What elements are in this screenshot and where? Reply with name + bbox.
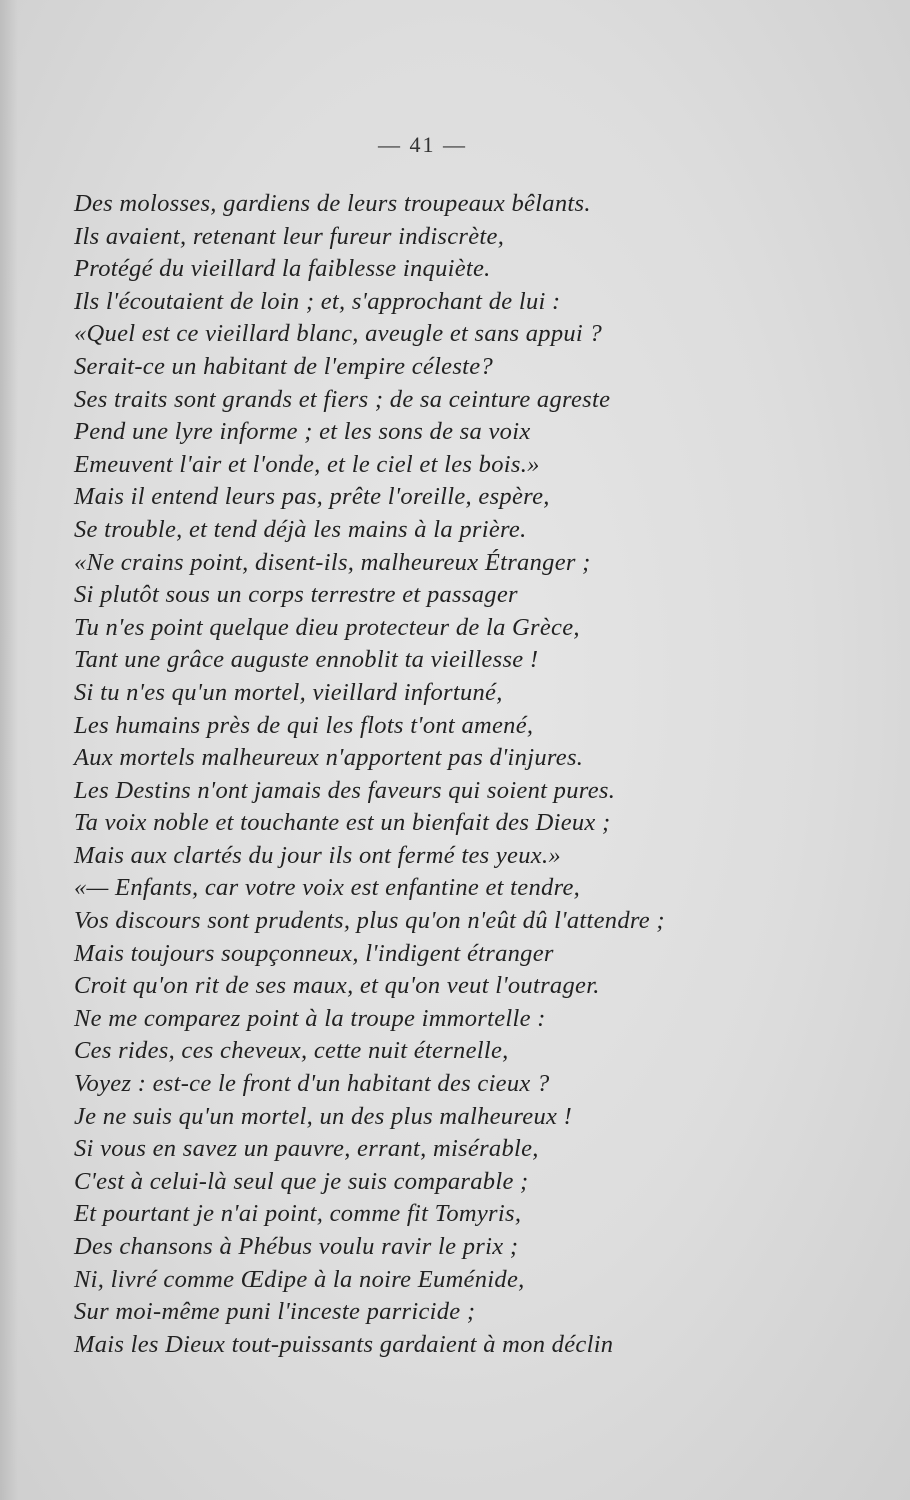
page-fold-shadow: [0, 0, 18, 1500]
poem-line: Serait-ce un habitant de l'empire céleste?: [74, 352, 494, 380]
poem-line: Emeuvent l'air et l'onde, et le ciel et les bois.»: [74, 450, 540, 478]
poem-line: Ils l'écoutaient de loin ; et, s'approchant de lui :: [74, 287, 561, 315]
poem-line: «Quel est ce vieillard blanc, aveugle et sans appui ?: [74, 320, 603, 348]
poem-line: Mais toujours soupçonneux, l'indigent étranger: [74, 939, 554, 967]
poem-line: Ni, livré comme Œdipe à la noire Euménide,: [74, 1265, 525, 1293]
poem-line: «Ne crains point, disent-ils, malheureux Étranger ;: [74, 548, 591, 576]
poem-line: Pend une lyre informe ; et les sons de sa voix: [74, 418, 531, 446]
poem-line: Ta voix noble et touchante est un bienfait des Dieux ;: [74, 809, 611, 837]
poem-line: Mais les Dieux tout-puissants gardaient à mon déclin: [74, 1330, 614, 1358]
poem-line: Mais il entend leurs pas, prête l'oreille, espère,: [74, 483, 550, 511]
poem-line: Croit qu'on rit de ses maux, et qu'on veut l'outrager.: [74, 972, 600, 1000]
poem-text: [74, 188, 904, 1361]
poem-line: Ils avaient, retenant leur fureur indiscrète,: [74, 222, 505, 250]
poem-line: Si tu n'es qu'un mortel, vieillard infortuné,: [74, 678, 503, 706]
poem-line: Je ne suis qu'un mortel, un des plus malheureux !: [74, 1102, 573, 1130]
poem-line: Les humains près de qui les flots t'ont amené,: [74, 711, 534, 739]
poem-line: Voyez : est-ce le front d'un habitant des cieux ?: [74, 1070, 550, 1098]
poem-line: Se trouble, et tend déjà les mains à la prière.: [74, 515, 527, 543]
poem-line: Ne me comparez point à la troupe immortelle :: [74, 1004, 546, 1032]
poem-line: «— Enfants, car votre voix est enfantine et tendre,: [74, 874, 581, 902]
poem-line: Ses traits sont grands et fiers ; de sa ceinture agreste: [74, 385, 611, 413]
poem-line: Protégé du vieillard la faiblesse inquiète.: [74, 255, 491, 283]
poem-line: Sur moi-même puni l'inceste parricide ;: [74, 1298, 476, 1326]
poem-line: Aux mortels malheureux n'apportent pas d'injures.: [74, 744, 584, 772]
page-number: — 41 —: [378, 132, 467, 157]
poem-line: Les Destins n'ont jamais des faveurs qui soient pures.: [74, 776, 616, 804]
poem-line: Si vous en savez un pauvre, errant, misérable,: [74, 1135, 539, 1163]
poem-line: Mais aux clartés du jour ils ont fermé tes yeux.»: [74, 841, 561, 869]
poem-line: C'est à celui-là seul que je suis comparable ;: [74, 1167, 529, 1195]
poem-line: Tant une grâce auguste ennoblit ta vieillesse !: [74, 646, 539, 674]
poem-line: Vos discours sont prudents, plus qu'on n'eût dû l'attendre ;: [74, 907, 665, 935]
poem-line: Des molosses, gardiens de leurs troupeaux bêlants.: [74, 190, 591, 217]
poem-line: Tu n'es point quelque dieu protecteur de la Grèce,: [74, 613, 580, 641]
poem-line: Si plutôt sous un corps terrestre et passager: [74, 581, 518, 609]
poem-line: Ces rides, ces cheveux, cette nuit éternelle,: [74, 1037, 509, 1065]
poem-line: Des chansons à Phébus voulu ravir le prix ;: [74, 1233, 519, 1260]
poem-line: Et pourtant je n'ai point, comme fit Tomyris,: [74, 1200, 522, 1228]
